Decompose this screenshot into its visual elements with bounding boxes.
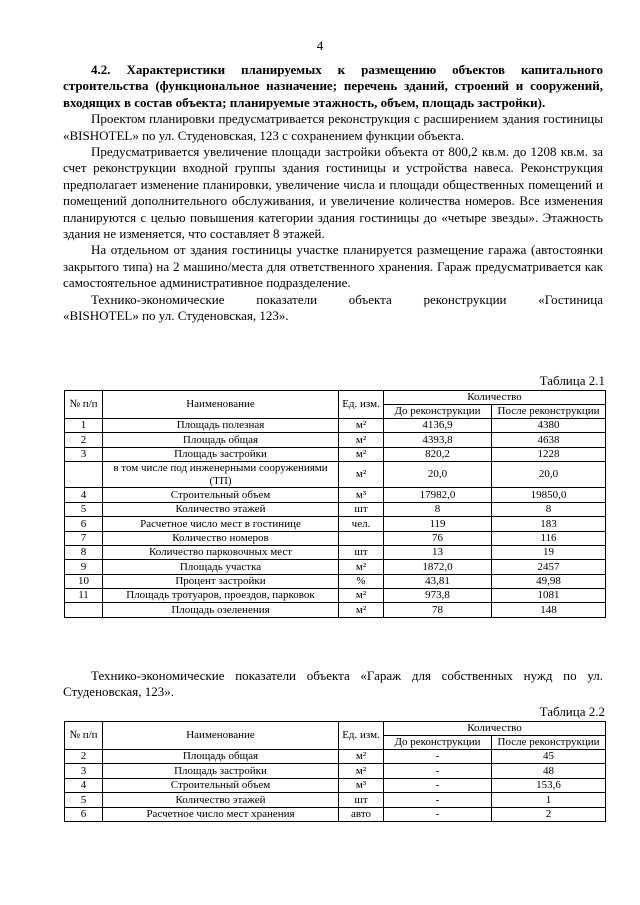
intro-word: объекта — [348, 291, 392, 307]
cell-name: Количество этажей — [103, 793, 339, 807]
table-row — [65, 560, 606, 574]
table-row — [65, 750, 606, 764]
cell-unit: м² — [339, 603, 384, 617]
cell-after: 45 — [492, 750, 606, 764]
cell-before: 43,81 — [384, 574, 492, 588]
table-row — [65, 447, 606, 461]
cell-name: Площадь общая — [103, 750, 339, 764]
table-row — [65, 531, 606, 545]
cell-n: 4 — [65, 778, 103, 792]
cell-after: 1081 — [492, 589, 606, 603]
cell-after: 4380 — [492, 419, 606, 433]
page-number: 4 — [316, 38, 324, 53]
table-row — [65, 793, 606, 807]
cell-unit: шт — [339, 793, 384, 807]
cell-n: 9 — [65, 560, 103, 574]
cell-n: 6 — [65, 807, 103, 821]
cell-unit: авто — [339, 807, 384, 821]
cell-unit: шт — [339, 545, 384, 559]
cell-n: 11 — [65, 589, 103, 603]
table-row — [65, 419, 606, 433]
cell-name: Процент застройки — [103, 574, 339, 588]
cell-unit: шт — [339, 502, 384, 516]
cell-n: 5 — [65, 793, 103, 807]
table-2-1 — [64, 390, 606, 618]
table-row — [65, 488, 606, 502]
cell-n — [65, 603, 103, 617]
header-quantity: Количество — [384, 722, 606, 736]
cell-before: 13 — [384, 545, 492, 559]
cell-name: в том числе под инженерными сооружениями (ТП) — [103, 462, 339, 488]
cell-unit: чел. — [339, 517, 384, 531]
table-row — [65, 574, 606, 588]
cell-before: - — [384, 778, 492, 792]
intro-word: «Гостиница — [538, 291, 603, 307]
cell-unit: м² — [339, 462, 384, 488]
header-before: До реконструкции — [384, 736, 492, 750]
cell-name: Расчетное число мест в гостинице — [103, 517, 339, 531]
table1-intro-line1 — [63, 292, 603, 308]
cell-unit: % — [339, 574, 384, 588]
table1-body — [65, 419, 606, 618]
cell-n: 3 — [65, 764, 103, 778]
table2-intro-block — [63, 668, 603, 701]
cell-n: 8 — [65, 545, 103, 559]
table2-caption: Таблица 2.2 — [539, 704, 605, 719]
table-row — [65, 462, 606, 488]
cell-before: 973,8 — [384, 589, 492, 603]
header-quantity: Количество — [384, 391, 606, 405]
cell-n: 2 — [65, 433, 103, 447]
cell-before: 17982,0 — [384, 488, 492, 502]
cell-n: 3 — [65, 447, 103, 461]
cell-name: Площадь озеленения — [103, 603, 339, 617]
table-row — [65, 433, 606, 447]
paragraph: На отдельном от здания гостиницы участке планируется размещение гаража (автостоянки закрытого типа) на 2 машино/места для ответственного хранения. Гараж предусматривается как самостоятельное административное подразделение. — [63, 242, 603, 291]
table2-intro: Технико-экономические показатели объекта «Гараж для собственных нужд по ул. Студеновская, 123». — [63, 668, 603, 700]
body-text — [63, 62, 603, 325]
header-after: После реконструкции — [492, 405, 606, 419]
cell-after: 20,0 — [492, 462, 606, 488]
table1-caption: Таблица 2.1 — [539, 373, 605, 388]
cell-unit: м² — [339, 764, 384, 778]
cell-after: 19 — [492, 545, 606, 559]
cell-name: Количество номеров — [103, 531, 339, 545]
table-row — [65, 807, 606, 821]
cell-unit: м² — [339, 750, 384, 764]
cell-n: 1 — [65, 419, 103, 433]
cell-after: 2457 — [492, 560, 606, 574]
cell-after: 48 — [492, 764, 606, 778]
cell-before: 1872,0 — [384, 560, 492, 574]
table-row — [65, 778, 606, 792]
cell-name: Площадь застройки — [103, 447, 339, 461]
cell-before: 4393,8 — [384, 433, 492, 447]
intro-word: реконструкции — [423, 291, 507, 307]
cell-after: 1228 — [492, 447, 606, 461]
header-num: № п/п — [65, 391, 103, 419]
table-row — [65, 589, 606, 603]
cell-before: - — [384, 793, 492, 807]
cell-before: - — [384, 807, 492, 821]
cell-name: Площадь общая — [103, 433, 339, 447]
header-name: Наименование — [103, 722, 339, 750]
header-before: До реконструкции — [384, 405, 492, 419]
cell-before: 4136,9 — [384, 419, 492, 433]
header-after: После реконструкции — [492, 736, 606, 750]
cell-name: Площадь полезная — [103, 419, 339, 433]
table2-body — [65, 750, 606, 822]
cell-name: Расчетное число мест хранения — [103, 807, 339, 821]
cell-before: 119 — [384, 517, 492, 531]
table-row — [65, 517, 606, 531]
cell-before: 8 — [384, 502, 492, 516]
cell-unit: м² — [339, 447, 384, 461]
paragraph: Предусматривается увеличение площади застройки объекта от 800,2 кв.м. до 1208 кв.м. за счет реконструкции входной группы здания гостиницы и устройства навеса. Реконструкция предполагает изменение планировки, увеличение числа и площади общественных помещений и помещений дополнительного обслуживания, и увеличение количества номеров. Все изменения планируются с целью повышения категории здания гостиницы до «четыре звезды». Этажность здания не изменяется, что составляет 8 этажей. — [63, 144, 603, 242]
cell-name: Площадь тротуаров, проездов, парковок — [103, 589, 339, 603]
cell-unit: м² — [339, 433, 384, 447]
cell-after: 116 — [492, 531, 606, 545]
cell-n: 4 — [65, 488, 103, 502]
cell-name: Количество парковочных мест — [103, 545, 339, 559]
intro-word: Технико-экономические — [91, 291, 225, 307]
header-unit: Ед. изм. — [339, 391, 384, 419]
section-heading: 4.2. Характеристики планируемых к размещению объектов капитального строительства (функциональное назначение; перечень зданий, строений и сооружений, входящих в состав объекта; планируемые этажность, объем, площадь застройки). — [63, 62, 603, 110]
cell-before: - — [384, 750, 492, 764]
cell-after: 49,98 — [492, 574, 606, 588]
cell-after: 148 — [492, 603, 606, 617]
cell-n — [65, 462, 103, 488]
cell-n: 7 — [65, 531, 103, 545]
cell-after: 4638 — [492, 433, 606, 447]
intro-word: показатели — [256, 291, 318, 307]
cell-unit: м³ — [339, 778, 384, 792]
header-num: № п/п — [65, 722, 103, 750]
cell-unit: м³ — [339, 488, 384, 502]
cell-after: 19850,0 — [492, 488, 606, 502]
cell-after: 183 — [492, 517, 606, 531]
header-unit: Ед. изм. — [339, 722, 384, 750]
table-row — [65, 603, 606, 617]
cell-unit: м² — [339, 419, 384, 433]
cell-after: 8 — [492, 502, 606, 516]
cell-before: 76 — [384, 531, 492, 545]
cell-before: - — [384, 764, 492, 778]
table-2-2 — [64, 721, 606, 822]
cell-n: 5 — [65, 502, 103, 516]
cell-unit: м² — [339, 589, 384, 603]
table1-intro-line2: «BISHOTEL» по ул. Студеновская, 123». — [63, 308, 289, 324]
cell-unit: м² — [339, 560, 384, 574]
cell-name: Строительный объем — [103, 488, 339, 502]
table-row — [65, 502, 606, 516]
cell-n: 2 — [65, 750, 103, 764]
cell-n: 10 — [65, 574, 103, 588]
cell-n: 6 — [65, 517, 103, 531]
cell-name: Количество этажей — [103, 502, 339, 516]
table-row — [65, 545, 606, 559]
cell-after: 2 — [492, 807, 606, 821]
cell-name: Площадь участка — [103, 560, 339, 574]
cell-unit — [339, 531, 384, 545]
cell-name: Строительный объем — [103, 778, 339, 792]
paragraph: Проектом планировки предусматривается реконструкция с расширением здания гостиницы «BISHOTEL» по ул. Студеновская, 123 с сохранением функции объекта. — [63, 111, 603, 143]
header-name: Наименование — [103, 391, 339, 419]
cell-name: Площадь застройки — [103, 764, 339, 778]
cell-after: 1 — [492, 793, 606, 807]
cell-before: 20,0 — [384, 462, 492, 488]
table-row — [65, 764, 606, 778]
cell-before: 820,2 — [384, 447, 492, 461]
cell-after: 153,6 — [492, 778, 606, 792]
cell-before: 78 — [384, 603, 492, 617]
